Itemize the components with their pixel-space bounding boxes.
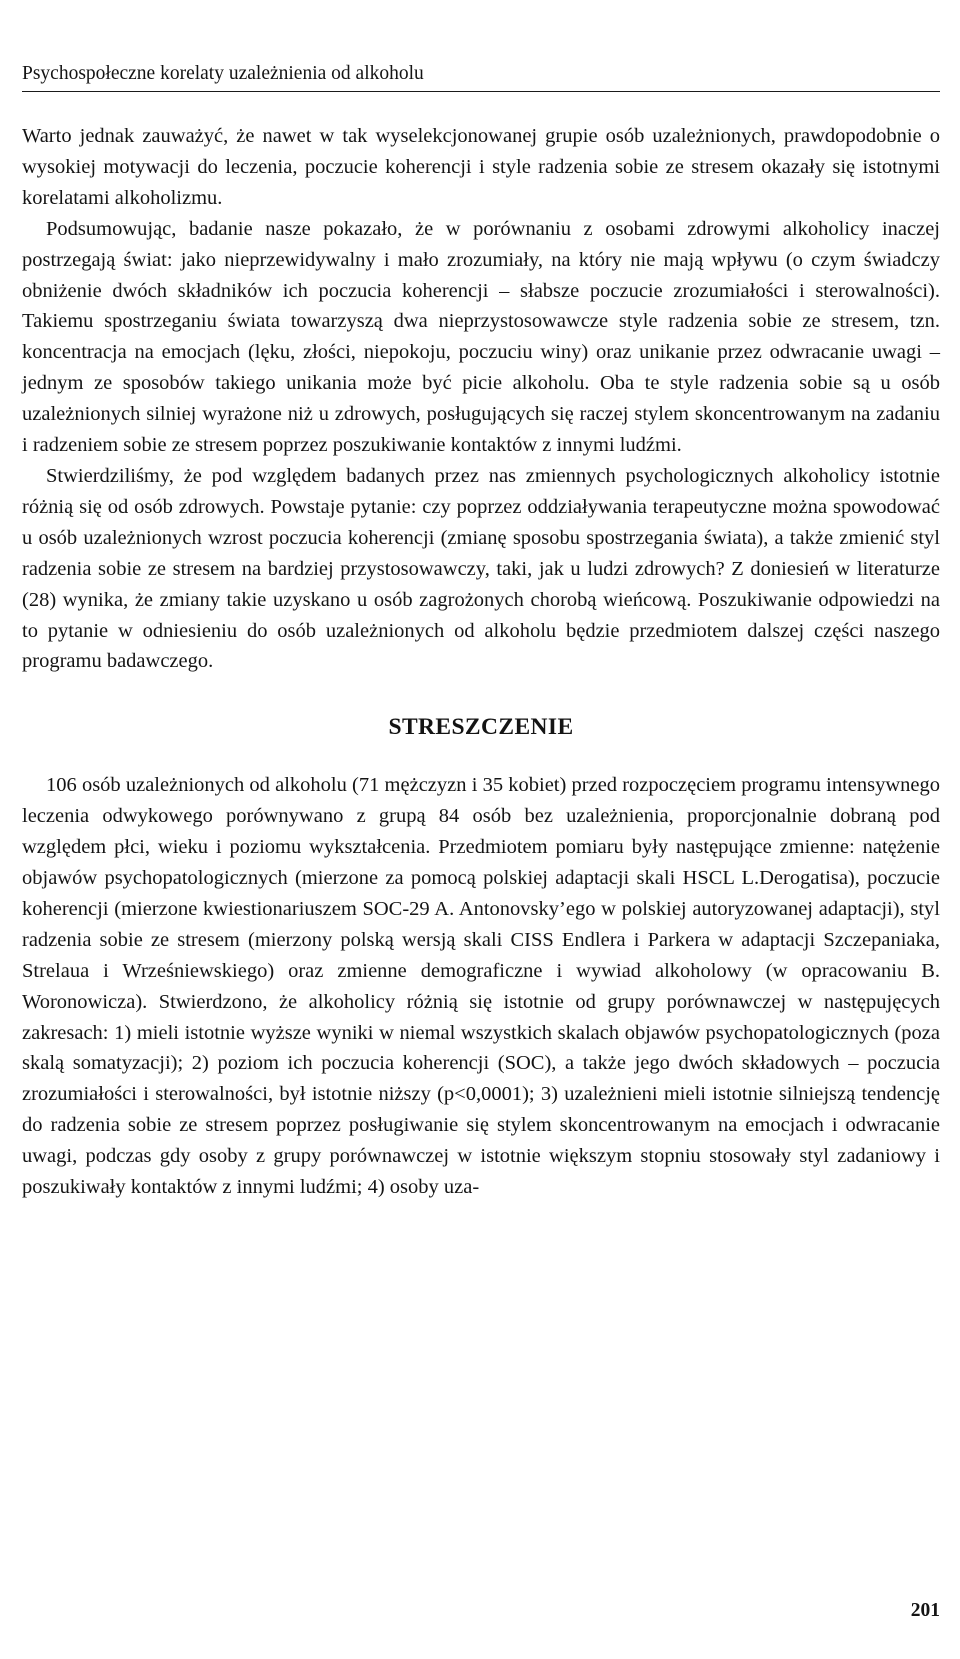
book-page: [22, 0, 940, 1659]
paragraph-abstract: 106 osób uzależnionych od alkoholu (71 mężczyzn i 35 kobiet) przed rozpoczęciem programu intensywnego leczenia odwykowego porównywano z grupą 84 osób bez uzależnienia, proporcjonalnie dobraną pod względem płci, wieku i poziomu wykształcenia. Przedmiotem pomiaru były następujące zmienne: natężenie objawów psychopatologicznych (mierzone za pomocą polskiej adaptacji skali HSCL L.Derogatisa), poczucie koherencji (mierzone kwiestionariuszem SOC-29 A. Antonovsky’ego w polskiej autoryzowanej adaptacji), styl radzenia sobie ze stresem (mierzony polską wersją skali CISS Endlera i Parkera w adaptacji Szczepaniaka, Strelaua i Wrześniewskiego) oraz zmienne demograficzne i wywiad alkoholowy (w opracowaniu B. Woronowicza). Stwierdzono, że alkoholicy różnią się istotnie od grupy porównawczej w następujęcych zakresach: 1) mieli istotnie wyższe wyniki w niemal wszystkich skalach objawów psychopatologicznych (poza skalą somatyzacji); 2) poziom ich poczucia koherencji (SOC), a także jego dwóch składowych – poczucia zrozumiałości i sterowalności, był istotnie niższy (p<0,0001); 3) uzależnieni mieli istotnie silniejszą tendencję do radzenia sobie ze stresem poprzez posługiwanie się stylem skoncentrowanym na emocjach i odwracanie uwagi, podczas gdy osoby z grupy porównawczej w istotnie większym stopniu stosowały styl zadaniowy i poszukiwały kontaktów z innymi ludźmi; 4) osoby uza-: [22, 774, 940, 1199]
page-number: 201: [910, 1600, 940, 1621]
running-header: Psychospołeczne korelaty uzależnienia od alkoholu: [22, 62, 940, 92]
paragraph-summary-of-findings: Podsumowując, badanie nasze pokazało, że w porównaniu z osobami zdrowymi alkoholicy inaczej postrzegają świat: jako nieprzewidywalny i mało zrozumiały, na który nie mają wpływu (o czym świadczy obniżenie dwóch składników ich poczucia koherencji – słabsze poczucie zrozumiałości i sterowalności). Takiemu spostrzeganiu świata towarzyszą dwa nieprzystosowawcze style radzenia sobie ze stresem, tzn. koncentracja na emocjach (lęku, złości, niepokoju, poczuciu winy) oraz unikanie przez odwracanie uwagi – jednym ze sposobów takiego unikania może być picie alkoholu. Oba te style radzenia sobie są u osób uzależnionych silniej wyrażone niż u zdrowych, posługujących się raczej stylem skoncentrowanym na zadaniu i radzeniem sobie ze stresem poprzez poszukiwanie kontaktów z innymi ludźmi.: [22, 217, 940, 457]
section-heading-streszczenie: STRESZCZENIE: [388, 714, 574, 741]
paragraph-research-question: Stwierdziliśmy, że pod względem badanych przez nas zmiennych psychologicznych alkoholicy istotnie różnią się od osób zdrowych. Powstaje pytanie: czy poprzez oddziaływania terapeutyczne można spowodować u osób uzależnionych wzrost poczucia koherencji (zmianę sposobu spostrzegania świata), a także zmienić styl radzenia sobie ze stresem na bardziej przystosowawczy, taki, jak u ludzi zdrowych? Z doniesień w literaturze (28) wynika, że zmiany takie uzyskano u osób zagrożonych chorobą wieńcową. Poszukiwanie odpowiedzi na to pytanie w odniesieniu do osób uzależnionych od alkoholu będzie przedmiotem dalszej części naszego programu badawczego.: [22, 464, 940, 673]
paragraph-intro-1: Warto jednak zauważyć, że nawet w tak wyselekcjonowanej grupie osób uzależnionych, prawdopodobnie o wysokiej motywacji do leczenia, poczucie koherencji i style radzenia sobie ze stresem okazały się istotnymi korelatami alkoholizmu.: [22, 125, 940, 209]
body-text: [22, 121, 940, 1203]
